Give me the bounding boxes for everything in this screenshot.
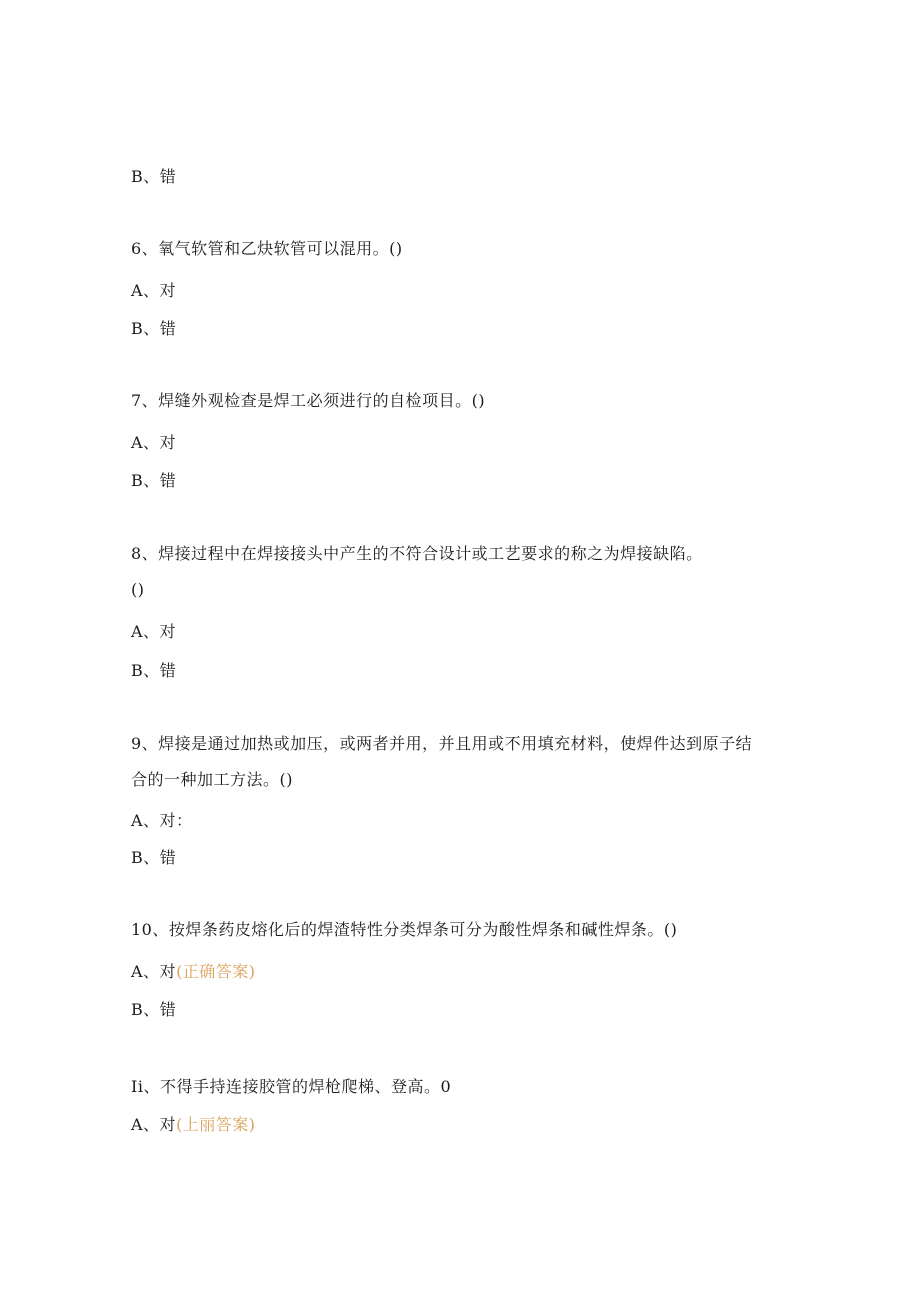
option-b-prev: B、错 bbox=[131, 167, 177, 186]
q8-option-a: A、对 bbox=[131, 622, 177, 641]
q10-option-a bbox=[131, 962, 256, 982]
q7-option-b: B、错 bbox=[131, 471, 177, 490]
question-10: 10、按焊条药皮熔化后的焊渣特性分类焊条可分为酸性焊条和碱性焊条。() bbox=[131, 920, 678, 939]
q9-option-a: A、对： bbox=[131, 811, 193, 830]
q6-option-a: A、对 bbox=[131, 281, 177, 300]
question-11: Ii、不得手持连接胶管的焊枪爬梯、登高。0 bbox=[131, 1077, 452, 1096]
question-6: 6、氧气软管和乙炔软管可以混用。() bbox=[131, 239, 403, 258]
q8-option-b: B、错 bbox=[131, 661, 177, 680]
q10-answer-note: (正确答案) bbox=[176, 962, 256, 981]
q11-option-a bbox=[131, 1115, 256, 1135]
question-8-continued: () bbox=[131, 580, 145, 599]
question-9-continued: 合的一种加工方法。() bbox=[131, 770, 293, 789]
question-9: 9、焊接是通过加热或加压，或两者并用，并且用或不用填充材料，使焊件达到原子结 bbox=[131, 734, 753, 753]
q9-option-b: B、错 bbox=[131, 848, 177, 867]
q10-option-a-label: A、对 bbox=[131, 962, 177, 981]
q10-option-b: B、错 bbox=[131, 1000, 177, 1019]
q7-option-a: A、对 bbox=[131, 433, 177, 452]
q6-option-b: B、错 bbox=[131, 319, 177, 338]
q11-answer-note: (上丽答案) bbox=[176, 1115, 256, 1134]
q11-option-a-label: A、对 bbox=[131, 1115, 177, 1134]
question-7: 7、焊缝外观检查是焊工必须进行的自检项目。() bbox=[131, 391, 486, 410]
question-8: 8、焊接过程中在焊接接头中产生的不符合设计或工艺要求的称之为焊接缺陷。 bbox=[131, 544, 703, 563]
